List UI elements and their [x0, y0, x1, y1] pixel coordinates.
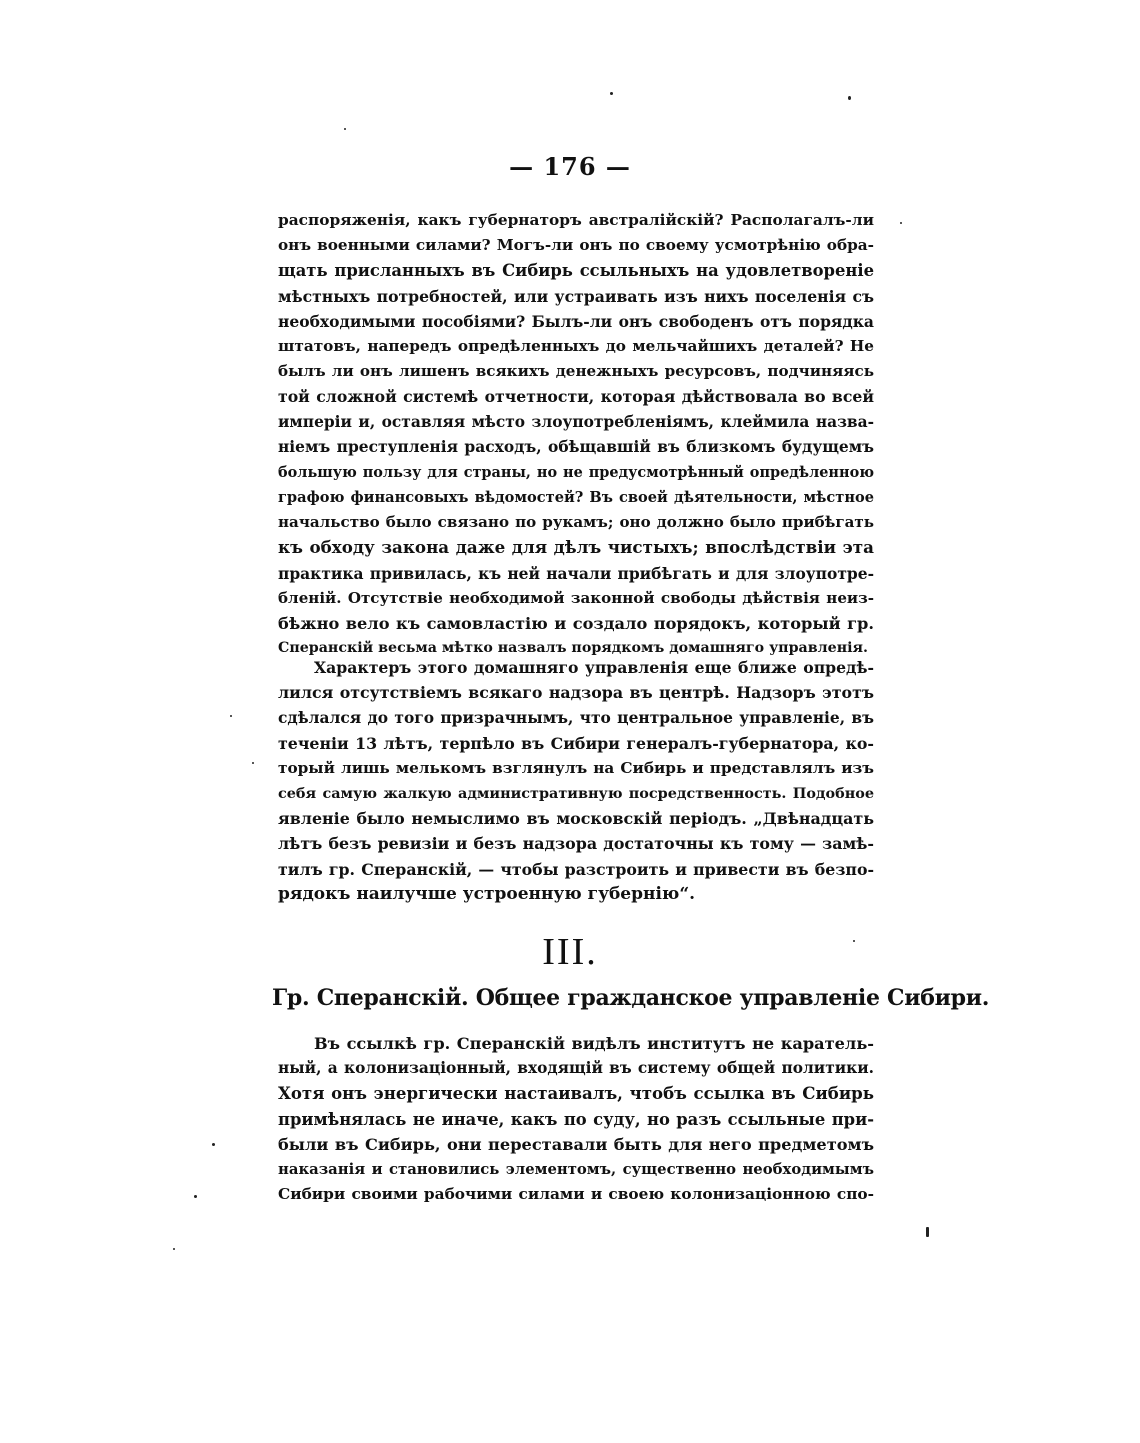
scan-speck	[900, 222, 902, 224]
text-line: лился отсутствіемъ всякаго надзора въ центрѣ. Надзоръ этотъ	[278, 683, 874, 703]
text-line: теченіи 13 лѣтъ, терпѣло въ Сибири генералъ-губернатора, ко-	[278, 733, 874, 753]
text-line: начальство было связано по рукамъ; оно должно было прибѣгать	[278, 513, 874, 532]
scan-speck	[610, 92, 613, 95]
text-line: практика привилась, къ ней начали прибѣгать и для злоупотре-	[278, 563, 874, 583]
scan-speck	[926, 1227, 929, 1237]
text-line: Въ ссылкѣ гр. Сперанскій видѣлъ институтъ не каратель-	[314, 1034, 874, 1053]
scan-speck	[848, 96, 851, 100]
text-line: торый лишь мелькомъ взглянулъ на Сибирь и представлялъ изъ	[278, 758, 874, 777]
text-line: къ обходу закона даже для дѣлъ чистыхъ; впослѣдствіи эта	[278, 537, 874, 558]
text-line: той сложной системѣ отчетности, которая дѣйствовала во всей	[278, 387, 874, 407]
text-line: былъ ли онъ лишенъ всякихъ денежныхъ ресурсовъ, подчиняясь	[278, 362, 874, 381]
text-line: ный, а колонизаціонный, входящій въ систему общей политики.	[278, 1059, 874, 1078]
text-line: бленій. Отсутствіе необходимой законной свободы дѣйствія неиз-	[278, 588, 874, 607]
text-line: явленіе было немыслимо въ московскій періодъ. „Двѣнадцать	[278, 809, 874, 829]
text-line: щать присланныхъ въ Сибирь ссыльныхъ на удовлетвореніе	[278, 261, 874, 281]
text-line: распоряженія, какъ губернаторъ австралійскій? Располагалъ-ли	[278, 211, 874, 229]
section-title: Гр. Сперанскій. Общее гражданское управленіе Сибири.	[272, 985, 990, 1011]
scan-speck	[173, 1248, 175, 1250]
text-line: Хотя онъ энергически настаивалъ, чтобъ ссылка въ Сибирь	[278, 1083, 874, 1104]
text-line: Сибири своими рабочими силами и своею колонизаціонною спо-	[278, 1185, 874, 1204]
scan-speck	[853, 940, 855, 942]
text-line: были въ Сибирь, они переставали быть для него предметомъ	[278, 1134, 874, 1154]
paragraph-2	[278, 655, 874, 907]
scan-speck	[230, 715, 232, 717]
text-line: Характеръ этого домашняго управленія еще ближе опредѣ-	[314, 658, 874, 677]
paragraph-1	[278, 208, 874, 661]
text-line: штатовъ, напередъ опредѣленныхъ до мельчайшихъ деталей? Не	[278, 336, 874, 355]
text-line: бѣжно вело къ самовластію и создало порядокъ, который гр.	[278, 614, 874, 633]
paragraph-3	[278, 1031, 874, 1207]
text-line: необходимыми пособіями? Былъ-ли онъ свободенъ отъ порядка	[278, 311, 874, 331]
text-line: графою финансовыхъ вѣдомостей? Въ своей дѣятельности, мѣстное	[278, 489, 874, 507]
scan-speck	[252, 762, 254, 764]
text-line: рядокъ наилучше устроенную губернію“.	[278, 883, 696, 904]
scan-speck	[344, 128, 346, 130]
text-line: примѣнялась не иначе, какъ по суду, но разъ ссыльные при-	[278, 1109, 874, 1129]
scan-speck	[212, 1143, 215, 1146]
text-line: себя самую жалкую административную посредственность. Подобное	[278, 784, 874, 802]
page-number: — 176 —	[509, 152, 631, 181]
text-line: имперіи и, оставляя мѣсто злоупотребленіямъ, клеймила назва-	[278, 412, 874, 431]
text-line: наказанія и становились элементомъ, существенно необходимымъ	[278, 1160, 874, 1178]
text-line: ніемъ преступленія расходъ, обѣщавшій въ близкомъ будущемъ	[278, 437, 874, 456]
text-line: Сперанскій весьма мѣтко назвалъ порядкомъ домашняго управленія.	[278, 640, 868, 657]
section-numeral: III.	[542, 931, 598, 973]
text-line: лѣтъ безъ ревизіи и безъ надзора достаточны къ тому — замѣ-	[278, 834, 874, 854]
text-line: мѣстныхъ потребностей, или устраивать изъ нихъ поселенія съ	[278, 286, 874, 306]
text-line: онъ военными силами? Могъ-ли онъ по своему усмотрѣнію обра-	[278, 236, 874, 255]
text-line: тилъ гр. Сперанскій, — чтобы разстроить и привести въ безпо-	[278, 859, 874, 879]
text-line: большую пользу для страны, но не предусмотрѣнный опредѣленною	[278, 463, 874, 481]
text-line: сдѣлался до того призрачнымъ, что центральное управленіе, въ	[278, 708, 874, 728]
scan-speck	[194, 1195, 197, 1198]
